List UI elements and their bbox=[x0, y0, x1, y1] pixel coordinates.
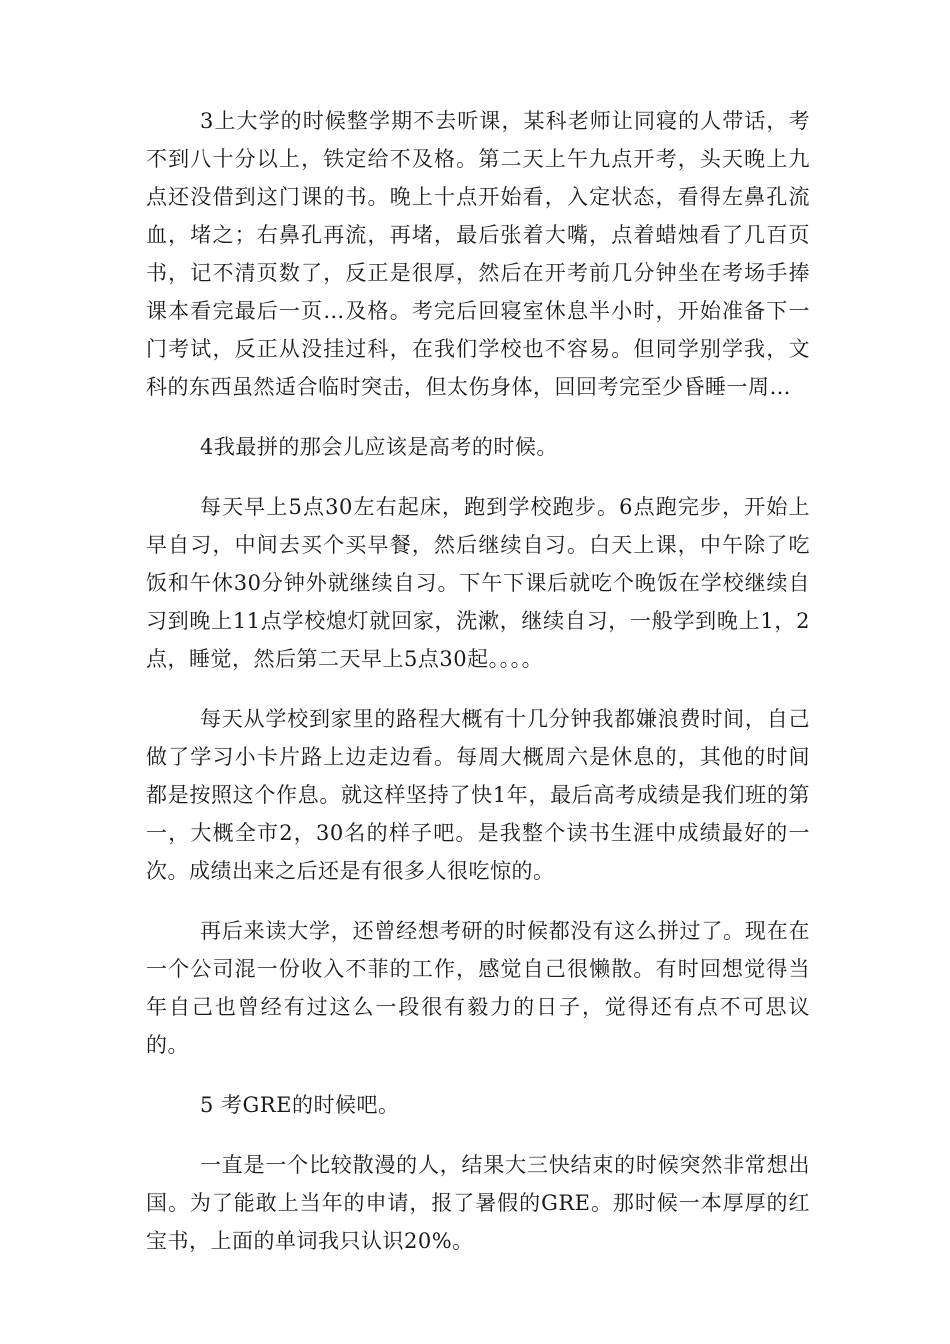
paragraph-3: 每天早上5点30左右起床，跑到学校跑步。6点跑完步，开始上早自习，中间去买个买早餐，然后继续自习。白天上课，中午除了吃饭和午休30分钟外就继续自习。下午下课后就吃个晚饭在学校继续自习到晚上11点学校熄灯就回家，洗漱，继续自习，一般学到晚上1，2点，睡觉，然后第二天早上5点30起。。。。 bbox=[146, 495, 810, 671]
paragraph-4: 每天从学校到家里的路程大概有十几分钟我都嫌浪费时间，自己做了学习小卡片路上边走边看。每周大概周六是休息的，其他的时间都是按照这个作息。就这样坚持了快1年，最后高考成绩是我们班的第一，大概全市2，30名的样子吧。是我整个读书生涯中成绩最好的一次。成绩出来之后还是有很多人很吃惊的。 bbox=[146, 707, 810, 883]
paragraph-1: 3上大学的时候整学期不去听课，某科老师让同寝的人带话，考不到八十分以上，铁定给不及格。第二天上午九点开考，头天晚上九点还没借到这门课的书。晚上十点开始看，入定状态，看得左鼻孔流血，堵之；右鼻孔再流，再堵，最后张着大嘴，点着蜡烛看了几百页书，记不清页数了，反正是很厚，然后在开考前几分钟坐在考场手捧课本看完最后一页…及格。考完后回寝室休息半小时，开始准备下一门考试，反正从没挂过科，在我们学校也不容易。但同学别学我，文科的东西虽然适合临时突击，但太伤身体，回回考完至少昏睡一周… bbox=[146, 109, 810, 399]
paragraph-2: 4我最拼的那会儿应该是高考的时候。 bbox=[200, 435, 558, 459]
paragraph-7: 一直是一个比较散漫的人，结果大三快结束的时候突然非常想出国。为了能敢上当年的申请，报了暑假的GRE。那时候一本厚厚的红宝书，上面的单词我只认识20%。 bbox=[146, 1153, 810, 1253]
document-page bbox=[146, 102, 810, 1282]
paragraph-5: 再后来读大学，还曾经想考研的时候都没有这么拼过了。现在在一个公司混一份收入不菲的工作，感觉自己很懒散。有时回想觉得当年自己也曾经有过这么一段很有毅力的日子，觉得还有点不可思议的。 bbox=[146, 919, 810, 1057]
paragraph-6: 5 考GRE的时候吧。 bbox=[200, 1093, 400, 1117]
